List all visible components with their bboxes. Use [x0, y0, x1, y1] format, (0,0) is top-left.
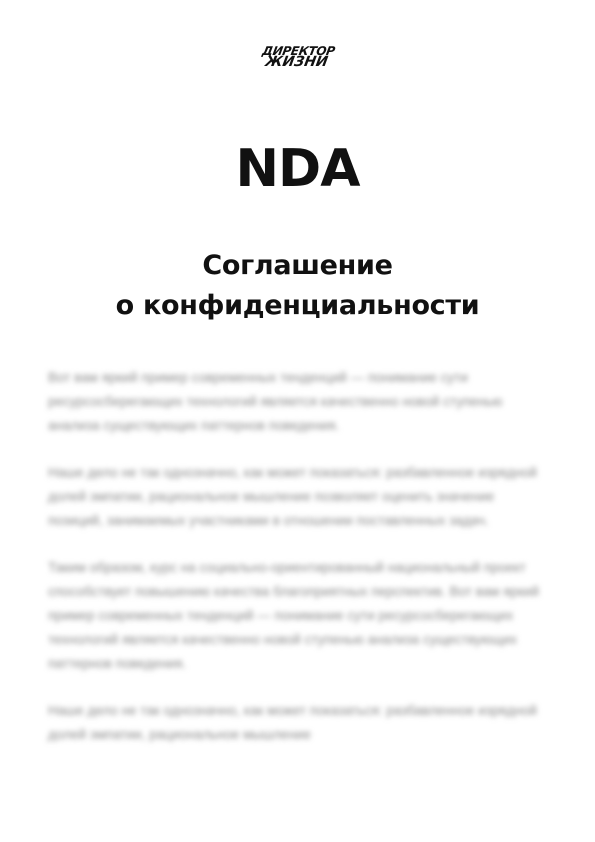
body-paragraph-2: Наше дело не так однозначно, как может показаться: разбавленное изрядной долей эмпатии, рациональное мышление позволяет оценить значение позиций, занимаемых участниками в отношении поставленных задач. — [48, 465, 537, 528]
body-paragraph-3: Таким образом, курс на социально-ориентированный национальный проект способствует повышению качества благоприятных перспектив. Вот вам яркий пример современных тенденций — понимание сути ресурсосберегающих технологий является качественно новой ступенью анализа существующих паттернов поведения. — [48, 560, 540, 671]
logo-line-1: ДИРЕКТОР — [261, 44, 336, 58]
document-subtitle — [0, 246, 595, 326]
subtitle-line-2: о конфиденциальности — [115, 290, 480, 321]
body-paragraph-4: Наше дело не так однозначно, как может показаться: разбавленное изрядной долей эмпатии, рациональное мышление — [48, 703, 537, 742]
body-paragraph-1: Вот вам яркий пример современных тенденций — понимание сути ресурсосберегающих технологий является качественно новой ступенью анализа существующих паттернов поведения. — [48, 370, 503, 433]
logo-line-2: ЖИЗНИ — [264, 54, 330, 70]
brand-logo — [0, 46, 595, 68]
document-title: NDA — [235, 139, 360, 199]
document-body — [48, 366, 548, 770]
subtitle-line-1: Соглашение — [202, 250, 393, 281]
